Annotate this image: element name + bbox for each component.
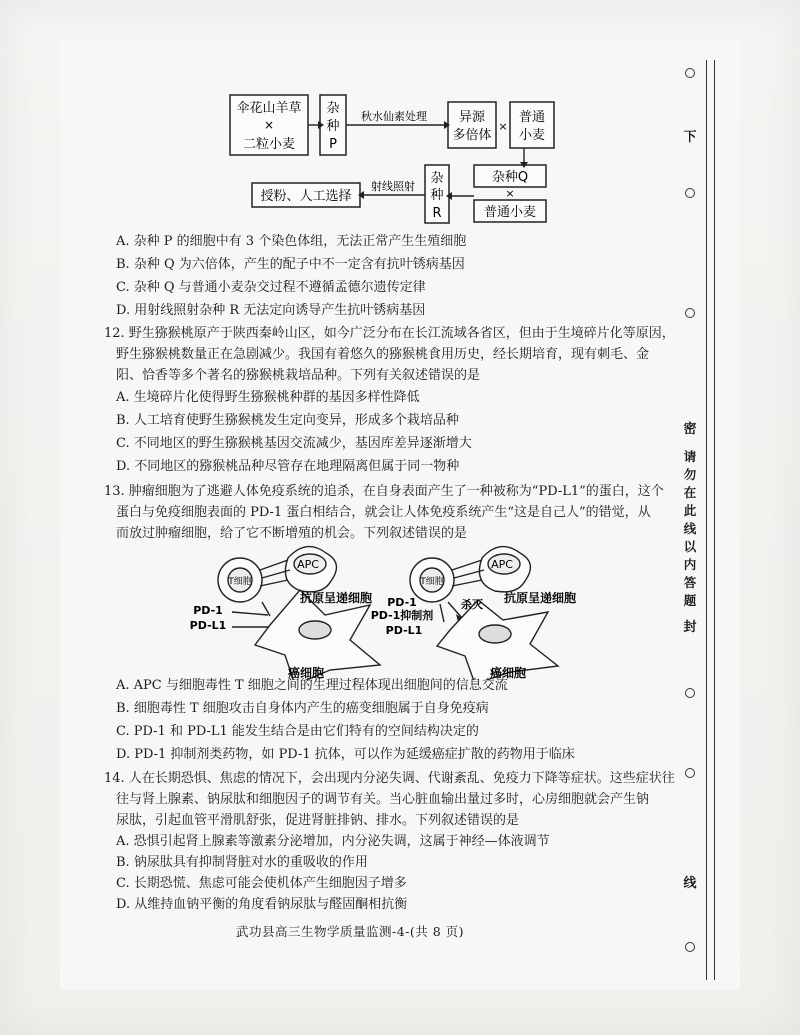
hybrid-p-char2: 种 bbox=[326, 119, 340, 134]
q13-option-b: B. 细胞毒性 T 细胞攻击自身体内产生的癌变细胞属于自身免疫病 bbox=[116, 701, 489, 716]
binding-note-char: 在 bbox=[683, 485, 697, 500]
pollination-label: 授粉、人工选择 bbox=[260, 189, 352, 204]
hybrid-r-char2: 种 bbox=[430, 188, 444, 203]
binding-note-char: 答 bbox=[683, 575, 697, 590]
binding-dot bbox=[685, 768, 695, 778]
binding-strip bbox=[678, 60, 718, 980]
kill-label: 杀灭 bbox=[461, 598, 483, 611]
q11-option-b: B. 杂种 Q 为六倍体，产生的配子中不一定含有抗叶锈病基因 bbox=[116, 257, 465, 272]
cross-sign-3: × bbox=[505, 187, 515, 200]
pd1-label-left: PD-1 bbox=[193, 604, 223, 617]
binding-dot bbox=[685, 308, 695, 318]
common-wheat-line1: 普通 bbox=[518, 110, 546, 125]
cancer-label-left: 癌细胞 bbox=[287, 666, 325, 680]
tcell-label-right: T细胞 bbox=[420, 577, 444, 587]
hybrid-p-char1: 杂 bbox=[326, 101, 340, 116]
q13-option-d: D. PD-1 抑制剂类药物，如 PD-1 抗体，可以作为延缓癌症扩散的药物用于临床 bbox=[116, 747, 575, 762]
binding-note-char: 以 bbox=[683, 539, 697, 554]
binding-note-char: 请 bbox=[683, 449, 697, 464]
q12-stem-line1: 12. 野生猕猴桃原产于陕西秦岭山区，如今广泛分布在长江流域各省区，但由于生境碎片化等原因， bbox=[104, 326, 675, 341]
binding-char-xia: 下 bbox=[683, 130, 697, 145]
q14-option-d: D. 从维持血钠平衡的角度看钠尿肽与醛固酮相抗衡 bbox=[116, 897, 408, 912]
apc-name-right: 抗原呈递细胞 bbox=[503, 591, 577, 605]
parent-1-label: 伞花山羊草 bbox=[236, 101, 302, 116]
common-wheat-2-label: 普通小麦 bbox=[483, 205, 537, 220]
binding-char-mi: 密 bbox=[683, 422, 697, 437]
q11-option-a: A. 杂种 P 的细胞中有 3 个染色体组，无法正常产生生殖细胞 bbox=[116, 234, 467, 249]
binding-note-char: 勿 bbox=[683, 467, 697, 482]
apc-label-left: APC bbox=[297, 558, 319, 571]
binding-line-inner bbox=[714, 60, 715, 980]
q12-option-d: D. 不同地区的猕猴桃品种尽管存在地理隔离但属于同一物种 bbox=[116, 459, 460, 474]
q13-stem-line1: 13. 肿瘤细胞为了逃避人体免疫系统的追杀，在自身表面产生了一种被称为“PD-L1”的蛋白，这个 bbox=[104, 484, 664, 499]
inhibitor-label: PD-1抑制剂 bbox=[370, 609, 434, 622]
pdl1-label-right: PD-L1 bbox=[385, 624, 423, 637]
irradiation-label: 射线照射 bbox=[371, 180, 415, 193]
tcell-label-left: T细胞 bbox=[228, 577, 252, 587]
hybrid-p-char3: P bbox=[329, 137, 337, 152]
q12-stem-line2: 野生猕猴桃数量正在急剧减少。我国有着悠久的猕猴桃食用历史，经长期培育，现有刺毛、金 bbox=[116, 347, 650, 362]
parent-cross-sign: × bbox=[263, 118, 275, 132]
binding-char-xian: 线 bbox=[683, 876, 697, 891]
binding-note-char: 内 bbox=[683, 557, 697, 572]
binding-note-char: 线 bbox=[683, 521, 697, 536]
q13-option-a: A. APC 与细胞毒性 T 细胞之间的生理过程体现出细胞间的信息交流 bbox=[116, 678, 508, 693]
apc-label-right: APC bbox=[491, 558, 513, 571]
q13-option-c: C. PD-1 和 PD-L1 能发生结合是由它们特有的空间结构决定的 bbox=[116, 724, 479, 739]
hybrid-r-char3: R bbox=[432, 206, 442, 221]
binding-dot bbox=[685, 688, 695, 698]
pdl1-label-left: PD-L1 bbox=[189, 619, 227, 632]
q12-stem-line3: 阳、恰香等多个著名的猕猴桃栽培品种。下列有关叙述错误的是 bbox=[116, 368, 481, 383]
page-footer: 武功县高三生物学质量监测-4-(共 8 页) bbox=[236, 924, 465, 939]
q12-stem bbox=[104, 323, 675, 386]
q14-option-b: B. 钠尿肽具有抑制肾脏对水的重吸收的作用 bbox=[116, 855, 368, 870]
pd1-label-right: PD-1 bbox=[387, 596, 417, 609]
q14-option-c: C. 长期恐慌、焦虑可能会使机体产生细胞因子增多 bbox=[116, 876, 407, 891]
q14-stem bbox=[104, 768, 675, 831]
q14-option-a: A. 恐惧引起肾上腺素等激素分泌增加，内分泌失调，这属于神经—体液调节 bbox=[116, 834, 550, 849]
binding-note-char: 题 bbox=[683, 593, 697, 608]
binding-dot bbox=[685, 68, 695, 78]
q13-stem-line2: 蛋白与免疫细胞表面的 PD-1 蛋白相结合，就会让人体免疫系统产生“这是自己人”的错觉，从 bbox=[116, 505, 651, 520]
q13-stem-line3: 而放过肿瘤细胞，给了它不断增殖的机会。下列叙述错误的是 bbox=[116, 526, 468, 541]
q12-option-b: B. 人工培育使野生猕猴桃发生定向变异，形成多个栽培品种 bbox=[116, 413, 459, 428]
binding-line-outer bbox=[706, 60, 707, 980]
parent-2-label: 二粒小麦 bbox=[242, 137, 296, 152]
q14-stem-line2: 往与肾上腺素、钠尿肽和细胞因子的调节有关。当心脏血输出量过多时，心房细胞就会产生钠 bbox=[116, 792, 650, 807]
q14-stem-line3: 尿肽，引起血管平滑肌舒张，促进肾脏排钠、排水。下列叙述错误的是 bbox=[116, 813, 520, 828]
cross-sign-2: × bbox=[498, 120, 508, 133]
allopolyploid-line1: 异源 bbox=[458, 110, 486, 125]
allopolyploid-line2: 多倍体 bbox=[452, 128, 492, 143]
common-wheat-line2: 小麦 bbox=[518, 128, 546, 143]
binding-char-feng: 封 bbox=[683, 620, 697, 635]
binding-dot bbox=[685, 942, 695, 952]
binding-dot bbox=[685, 188, 695, 198]
binding-note-char: 此 bbox=[683, 503, 697, 518]
apc-name-left: 抗原呈递细胞 bbox=[299, 591, 373, 605]
q14-stem-line1: 14. 人在长期恐惧、焦虑的情况下，会出现内分泌失调、代谢紊乱、免疫力下降等症状。这些症状往 bbox=[104, 771, 675, 786]
hybrid-q-label: 杂种Q bbox=[491, 170, 529, 185]
q11-option-d: D. 用射线照射杂种 R 无法定向诱导产生抗叶锈病基因 bbox=[116, 303, 426, 318]
q11-option-c: C. 杂种 Q 与普通小麦杂交过程不遵循孟德尔遗传定律 bbox=[116, 280, 426, 295]
binding-note bbox=[681, 448, 699, 610]
q12-option-c: C. 不同地区的野生猕猴桃基因交流减少，基因库差异逐渐增大 bbox=[116, 436, 472, 451]
q12-option-a: A. 生境碎片化使得野生猕猴桃种群的基因多样性降低 bbox=[116, 390, 420, 405]
hybrid-r-char1: 杂 bbox=[430, 171, 444, 186]
cancer-label-right: 癌细胞 bbox=[489, 666, 527, 680]
colchicine-label: 秋水仙素处理 bbox=[361, 110, 427, 123]
